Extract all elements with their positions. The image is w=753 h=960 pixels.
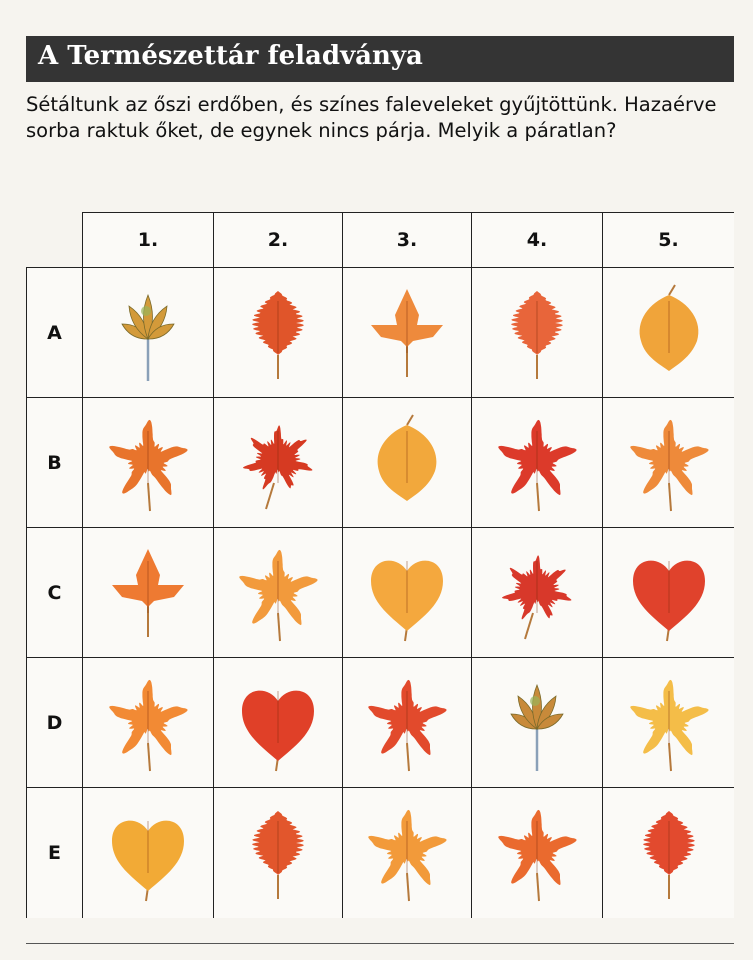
chestnut-leaf-icon [98, 277, 198, 389]
chestnut-leaf-icon [487, 667, 587, 779]
row-header: E [26, 787, 82, 918]
row-header: B [26, 397, 82, 527]
leaf-cell[interactable] [342, 787, 471, 918]
leaf-cell[interactable] [602, 787, 734, 918]
maple-leaf-icon [357, 797, 457, 909]
leaf-cell[interactable] [213, 657, 342, 787]
leaf-cell[interactable] [213, 397, 342, 527]
leaf-cell[interactable] [471, 397, 602, 527]
hawthorn-leaf-icon [228, 407, 328, 519]
linden-leaf-icon [357, 537, 457, 649]
oak-leaf-icon [228, 277, 328, 389]
leaf-cell[interactable] [82, 397, 213, 527]
leaf-cell[interactable] [342, 527, 471, 657]
birch-leaf-icon [357, 407, 457, 519]
row-header: A [26, 267, 82, 397]
bottom-divider [26, 943, 734, 944]
leaf-cell[interactable] [82, 657, 213, 787]
maple-leaf-icon [487, 797, 587, 909]
page-title: A Természettár feladványa [38, 41, 423, 71]
row-header: D [26, 657, 82, 787]
oak-leaf-icon [487, 277, 587, 389]
puzzle-question: Sétáltunk az őszi erdőben, és színes faleveleket gyűjtöttünk. Hazaérve sorba raktuk őket, de egynek nincs párja. Melyik a páratlan? [26, 93, 717, 142]
leaf-cell[interactable] [82, 527, 213, 657]
leaf-cell[interactable] [471, 527, 602, 657]
leaf-cell[interactable] [602, 397, 734, 527]
leaf-grid [26, 212, 734, 918]
title-bar [26, 36, 734, 82]
row-header: C [26, 527, 82, 657]
column-header: 5. [602, 212, 734, 267]
column-header: 4. [471, 212, 602, 267]
leaf-cell[interactable] [471, 267, 602, 397]
leaf-cell[interactable] [342, 397, 471, 527]
leaf-cell[interactable] [471, 787, 602, 918]
hawthorn-leaf-icon [487, 537, 587, 649]
leaf-cell[interactable] [213, 267, 342, 397]
column-header: 3. [342, 212, 471, 267]
oak-leaf-icon [619, 797, 719, 909]
maple-leaf-icon [619, 407, 719, 519]
leaf-cell[interactable] [213, 527, 342, 657]
three-lobe-leaf-icon [98, 537, 198, 649]
linden-leaf-icon [98, 797, 198, 909]
leaf-cell[interactable] [342, 267, 471, 397]
maple-leaf-icon [487, 407, 587, 519]
maple-leaf-icon [98, 667, 198, 779]
leaf-cell[interactable] [471, 657, 602, 787]
column-header: 1. [82, 212, 213, 267]
linden-leaf-icon [228, 667, 328, 779]
birch-leaf-icon [619, 277, 719, 389]
grid-corner [26, 212, 82, 267]
oak-leaf-icon [228, 797, 328, 909]
leaf-cell[interactable] [82, 267, 213, 397]
maple-leaf-icon [228, 537, 328, 649]
maple-leaf-icon [619, 667, 719, 779]
maple-leaf-icon [98, 407, 198, 519]
leaf-cell[interactable] [602, 527, 734, 657]
leaf-cell[interactable] [342, 657, 471, 787]
three-lobe-leaf-icon [357, 277, 457, 389]
column-header: 2. [213, 212, 342, 267]
leaf-cell[interactable] [602, 657, 734, 787]
linden-leaf-icon [619, 537, 719, 649]
leaf-cell[interactable] [82, 787, 213, 918]
maple-leaf-icon [357, 667, 457, 779]
leaf-cell[interactable] [213, 787, 342, 918]
leaf-cell[interactable] [602, 267, 734, 397]
